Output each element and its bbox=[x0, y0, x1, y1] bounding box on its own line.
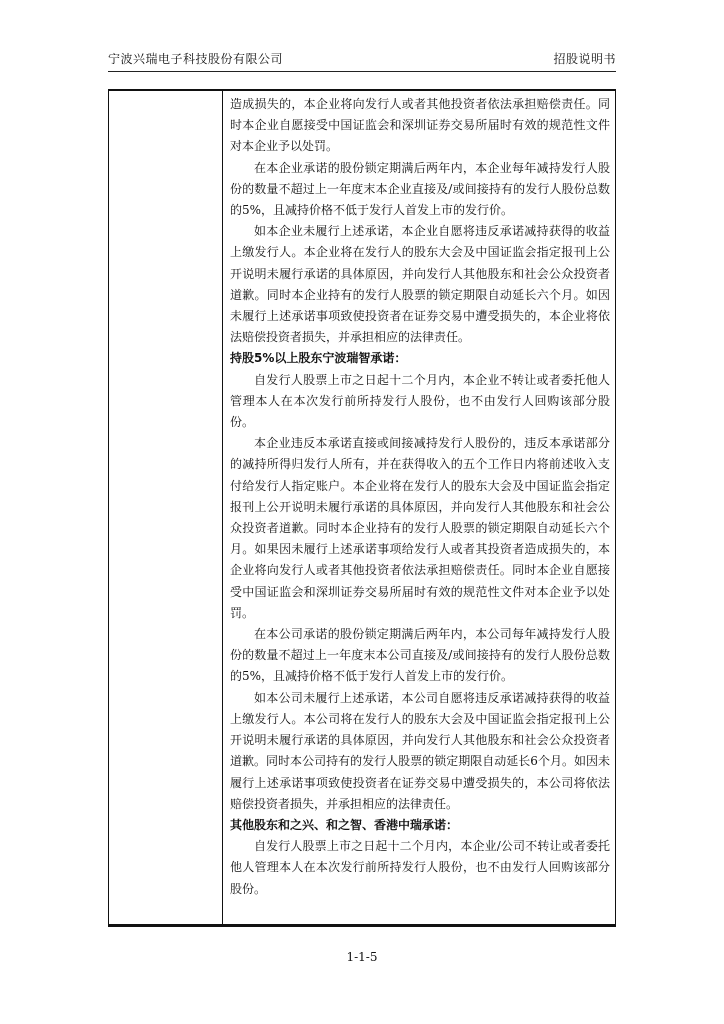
table-left-border bbox=[108, 91, 109, 924]
paragraph: 在本公司承诺的股份锁定期满后两年内，本公司每年减持发行人股份的数量不超过上一年度末本公司直接及/或间接持有的发行人股份总数的5%，且减持价格不低于发行人首发上市的发行价。 bbox=[230, 627, 610, 684]
header-divider bbox=[108, 71, 616, 72]
paragraph: 如本企业未履行上述承诺，本企业自愿将违反承诺减持获得的收益上缴发行人。本企业将在发行人的股东大会及中国证监会指定报刊上公开说明未履行承诺的具体原因，并向发行人其他股东和社会公众投资者道歉。同时本企业持有的发行人股票的锁定期限自动延长六个月。如因未履行上述承诺事项致使投资者在证券交易中遭受损失的，本企业将依法赔偿投资者损失，并承担相应的法律责任。 bbox=[230, 224, 610, 345]
company-name: 宁波兴瑞电子科技股份有限公司 bbox=[108, 52, 284, 66]
paragraph: 本企业违反本承诺直接或间接减持发行人股份的，违反本承诺部分的减持所得归发行人所有，并在获得收入的五个工作日内将前述收入支付给发行人指定账户。本企业将在发行人的股东大会及中国证监会指定报刊上公开说明未履行承诺的具体原因，并向发行人其他股东和社会公众投资者道歉。同时本企业持有的发行人股票的锁定期限自动延长六个月。如果因未履行上述承诺事项给发行人或者其投资者造成损失的，本企业将向发行人或者其他投资者依法承担赔偿责任。同时本企业自愿接受中国证监会和深圳证券交易所届时有效的规范性文件对本企业予以处罚。 bbox=[230, 436, 610, 620]
paragraph: 自发行人股票上市之日起十二个月内，本企业不转让或者委托他人管理本人在本次发行前所持发行人股份，也不由发行人回购该部分股份。 bbox=[230, 372, 610, 430]
section-heading: 其他股东和之兴、和之智、香港中瑞承诺： bbox=[230, 817, 459, 832]
paragraph: 在本企业承诺的股份锁定期满后两年内，本企业每年减持发行人股份的数量不超过上一年度末本企业直接及/或间接持有的发行人股份总数的5%，且减持价格不低于发行人首发上市的发行价。 bbox=[230, 160, 610, 218]
paragraph: 自发行人股票上市之日起十二个月内，本企业/公司不转让或者委托他人管理本人在本次发行前所持发行人股份，也不由发行人回购该部分股份。 bbox=[230, 839, 610, 896]
paragraph: 造成损失的，本企业将向发行人或者其他投资者依法承担赔偿责任。同时本企业自愿接受中国证监会和深圳证券交易所届时有效的规范性文件对本企业予以处罚。 bbox=[230, 97, 610, 154]
paragraph: 如本公司未履行上述承诺，本公司自愿将违反承诺减持获得的收益上缴发行人。本公司将在发行人的股东大会及中国证监会指定报刊上公开说明未履行承诺的具体原因，并向发行人其他股东和社会公众投资者道歉。同时本公司持有的发行人股票的锁定期限自动延长6个月。如因未履行上述承诺事项致使投资者在证券交易中遭受损失的，本公司将依法赔偿投资者损失，并承担相应的法律责任。 bbox=[230, 690, 610, 811]
document-type: 招股说明书 bbox=[553, 52, 616, 66]
page-header bbox=[108, 50, 616, 70]
table-right-border bbox=[615, 91, 616, 924]
section-heading: 持股5%以上股东宁波瑞智承诺： bbox=[230, 351, 407, 366]
table-content-cell bbox=[230, 94, 610, 900]
table-column-divider bbox=[222, 91, 223, 924]
page-number: 1-1-5 bbox=[346, 950, 378, 964]
